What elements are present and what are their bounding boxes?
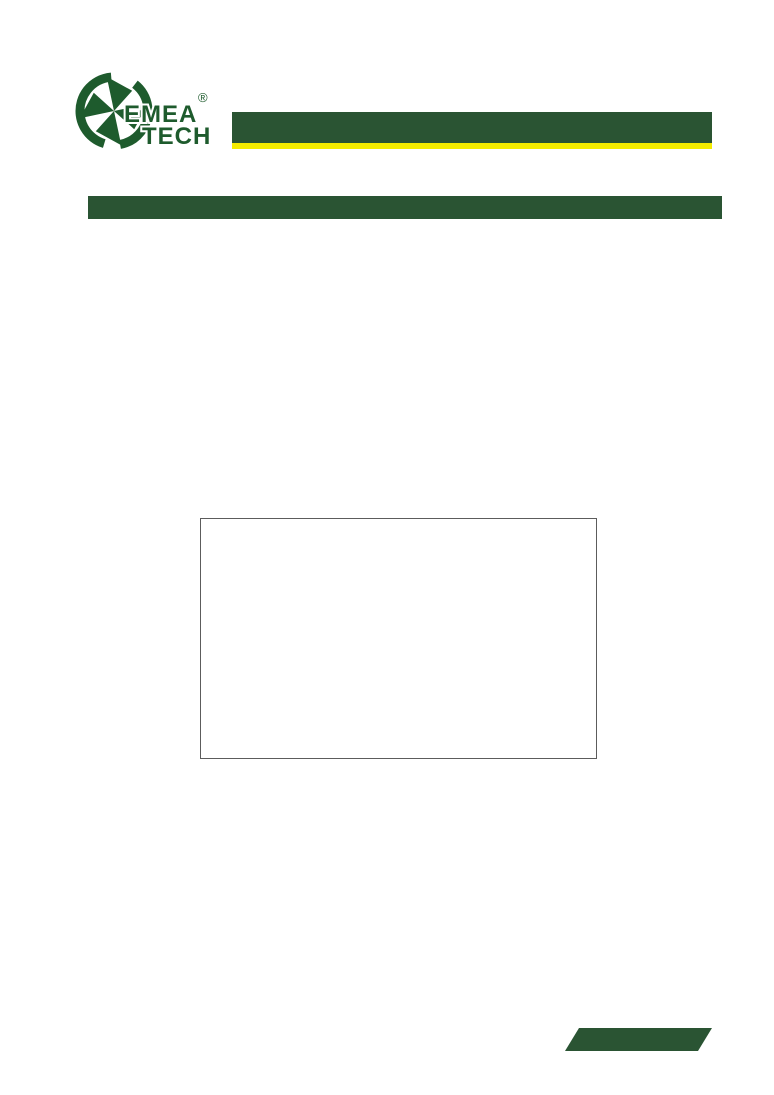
- column-header-concentration: [273, 196, 408, 219]
- semeatech-logo: [74, 70, 216, 159]
- footer-contact: [78, 1015, 120, 1053]
- version-badge: [565, 1028, 712, 1051]
- table-header-row: [88, 196, 722, 219]
- registered-mark: ®: [198, 90, 208, 105]
- svg-text:EMEA: EMEA: [124, 101, 198, 128]
- accent-underline: [232, 143, 712, 149]
- temperature-chart: [229, 567, 581, 742]
- footer-website-line: [78, 1015, 120, 1034]
- product-title-bar: [232, 112, 712, 143]
- column-header-output: [408, 196, 722, 219]
- pinwheel-logo-icon: [74, 70, 216, 154]
- footer-email-line: [78, 1034, 120, 1053]
- svg-text:TECH: TECH: [142, 123, 212, 150]
- temperature-chart-figure: [200, 518, 597, 759]
- column-header-gas: [88, 196, 273, 219]
- cross-sensitivity-table: [88, 194, 722, 221]
